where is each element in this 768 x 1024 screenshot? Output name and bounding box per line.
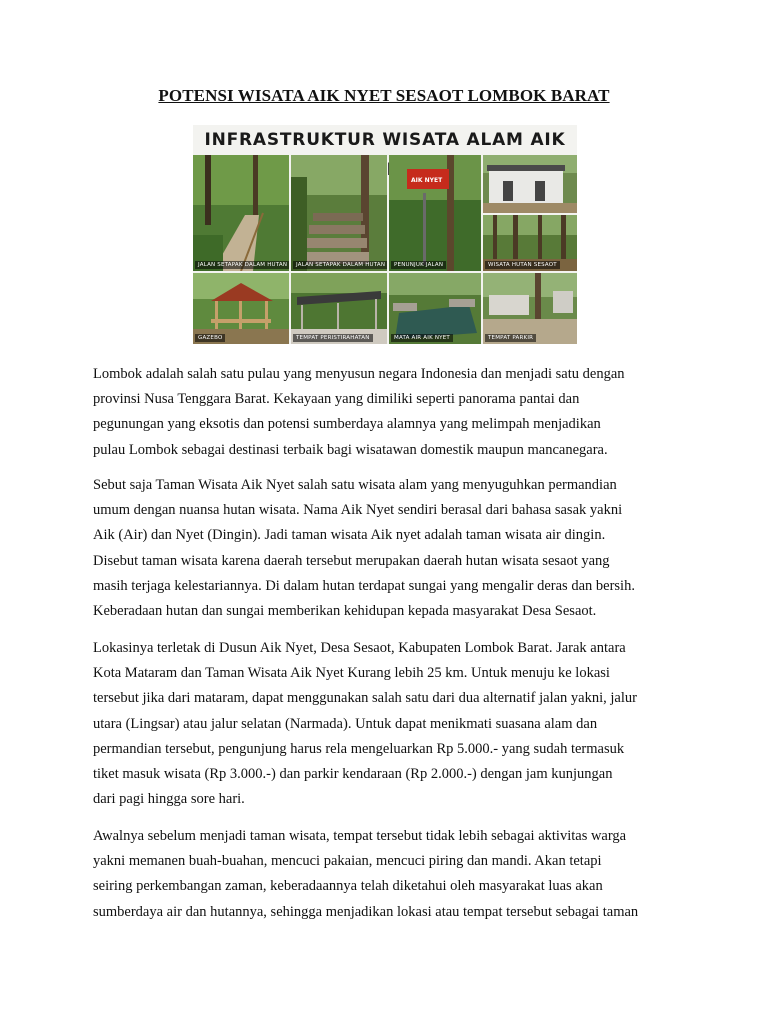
document-title: POTENSI WISATA AIK NYET SESAOT LOMBOK BARAT (158, 86, 610, 105)
photo-caption: WISATA HUTAN SESAOT (485, 261, 560, 269)
forest-stairs-image (291, 155, 387, 271)
text-line: provinsi Nusa Tenggara Barat. Kekayaan yang dimiliki seperti panorama pantai dan (93, 391, 580, 408)
text-line: seiring perkembangan zaman, keberadaannya telah diketahui oleh masyarakat luas akan (93, 878, 603, 895)
text-line: sumberdaya air dan hutannya, sehingga menjadikan lokasi atau tempat tersebut sebagai taman (93, 903, 639, 920)
text-line: Aik (Air) dan Nyet (Dingin). Jadi taman wisata Aik nyet adalah taman wisata air dingin. (93, 527, 606, 544)
text-line: yakni memanen buah-buahan, mencuci pakaian, mencuci piring dan mandi. Akan tetapi (93, 853, 602, 870)
photo-forest-sesaot (483, 215, 577, 271)
text-line: Disebut taman wisata karena daerah tersebut merupakan daerah hutan wisata sesaot yang (93, 552, 610, 569)
photo-caption: MATA AIR AIK NYET (391, 334, 453, 342)
forest-path-image (193, 155, 289, 271)
direction-sign-image (389, 155, 481, 271)
building-image (483, 155, 577, 213)
photo-rest-area (291, 273, 387, 344)
text-line: tiket masuk wisata (Rp 3.000.-) dan parkir kendaraan (Rp 2.000.-) dengan jam kunjungan (93, 766, 613, 783)
text-line: Lokasinya terletak di Dusun Aik Nyet, Desa Sesaot, Kabupaten Lombok Barat. Jarak antara (93, 640, 626, 656)
text-line: dari pagi hingga sore hari. (93, 791, 245, 808)
paragraph-4 (93, 824, 683, 925)
text-line: Kota Mataram dan Taman Wisata Aik Nyet Kurang lebih 25 km. Untuk menuju ke lokasi (93, 665, 610, 682)
photo-caption: TEMPAT PARKIR (485, 334, 536, 342)
photo-parking (483, 273, 577, 344)
text-line: Keberadaan hutan dan sungai memberikan kehidupan kepada masyarakat Desa Sesaot. (93, 603, 597, 620)
photo-building (483, 155, 577, 213)
photo-caption: TEMPAT PERISTIRAHATAN (293, 334, 373, 342)
text-line: tersebut jika dari mataram, dapat menggunakan salah satu dari dua alternatif jalan yakni, jalur (93, 690, 637, 707)
photo-spring-water (389, 273, 481, 344)
infrastructure-photo-collage (193, 125, 577, 344)
text-line: Awalnya sebelum menjadi taman wisata, tempat tersebut tidak lebih sebagai aktivitas warga (93, 828, 627, 844)
photo-direction-sign (389, 155, 481, 271)
photo-caption: JALAN SETAPAK DALAM HUTAN (195, 261, 289, 269)
paragraph-2 (93, 473, 683, 624)
photo-caption: JALAN SETAPAK DALAM HUTAN (293, 261, 387, 269)
collage-header: INFRASTRUKTUR WISATA ALAM AIK (204, 130, 566, 150)
photo-forest-path-2 (291, 155, 387, 271)
photo-caption: PENUNJUK JALAN (391, 261, 446, 269)
text-line: Lombok adalah salah satu pulau yang menyusun negara Indonesia dan menjadi satu dengan (93, 366, 625, 382)
paragraph-1 (93, 362, 683, 463)
sign-text: AIK NYET (411, 177, 443, 184)
photo-gazebo (193, 273, 289, 344)
text-line: permandian tersebut, pengunjung harus rela mengeluarkan Rp 5.000.- yang sudah termasuk (93, 740, 625, 757)
text-line: masih terjaga kelestariannya. Di dalam hutan terdapat sungai yang mengalir deras dan bersih. (93, 577, 635, 594)
photo-caption: GAZEBO (195, 334, 225, 342)
photo-forest-path-1 (193, 155, 289, 271)
text-line: utara (Lingsar) atau jalur selatan (Narmada). Untuk dapat menikmati suasana alam dan (93, 715, 598, 732)
text-line: Sebut saja Taman Wisata Aik Nyet salah satu wisata alam yang menyuguhkan permandian (93, 477, 617, 493)
paragraph-3 (93, 636, 683, 812)
text-line: pegunungan yang eksotis dan potensi sumberdaya alamnya yang melimpah menjadikan (93, 416, 601, 433)
text-line: umum dengan nuansa hutan wisata. Nama Aik Nyet sendiri berasal dari bahasa sasak yakni (93, 502, 623, 519)
text-line: pulau Lombok sebagai destinasi terbaik bagi wisatawan domestik maupun mancanegara. (93, 441, 608, 458)
